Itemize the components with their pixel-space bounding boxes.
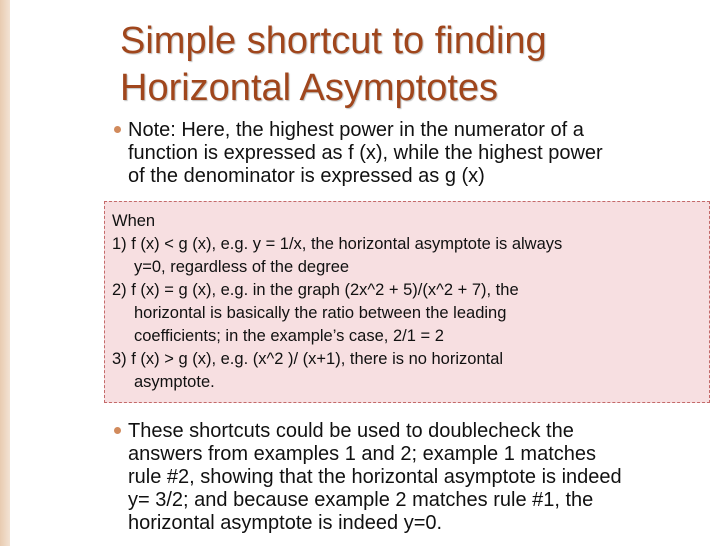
- title-line: Simple shortcut to finding: [120, 20, 547, 62]
- bullet-dot-icon: [114, 427, 121, 434]
- decorative-side-bar: [0, 0, 10, 546]
- bullet-text-line: y= 3/2; and because example 2 matches rule #1, the: [128, 489, 594, 511]
- bullet-text-line: answers from examples 1 and 2; example 1 matches: [128, 443, 596, 465]
- rules-box-line: 2) f (x) = g (x), e.g. in the graph (2x^2 + 5)/(x^2 + 7), the: [112, 281, 519, 299]
- bullet-note: [128, 119, 603, 188]
- bullet-text-line: Note: Here, the highest power in the numerator of a: [128, 119, 584, 141]
- bullet-text-line: These shortcuts could be used to doublecheck the: [128, 420, 574, 442]
- rules-box-line: y=0, regardless of the degree: [134, 258, 350, 276]
- bullet-shortcuts: [128, 420, 622, 535]
- bullet-dot-icon: [114, 126, 121, 133]
- bullet-text-line: horizontal asymptote is indeed y=0.: [128, 512, 443, 534]
- bullet-text-line: rule #2, showing that the horizontal asymptote is indeed: [128, 466, 622, 488]
- rules-box-line: 3) f (x) > g (x), e.g. (x^2 )/ (x+1), there is no horizontal: [112, 350, 504, 368]
- rules-box-line: horizontal is basically the ratio between the leading: [134, 304, 507, 322]
- bullet-text-line: of the denominator is expressed as g (x): [128, 165, 485, 187]
- rules-box-line: asymptote.: [134, 373, 215, 391]
- bullet-text-line: function is expressed as f (x), while the highest power: [128, 142, 603, 164]
- slide-title: [120, 18, 547, 112]
- title-line: Horizontal Asymptotes: [120, 67, 499, 109]
- rules-box: [104, 201, 710, 403]
- rules-box-line: 1) f (x) < g (x), e.g. y = 1/x, the horizontal asymptote is always: [112, 235, 563, 253]
- rules-box-line: When: [112, 212, 156, 230]
- rules-box-line: coefficients; in the example’s case, 2/1 = 2: [134, 327, 444, 345]
